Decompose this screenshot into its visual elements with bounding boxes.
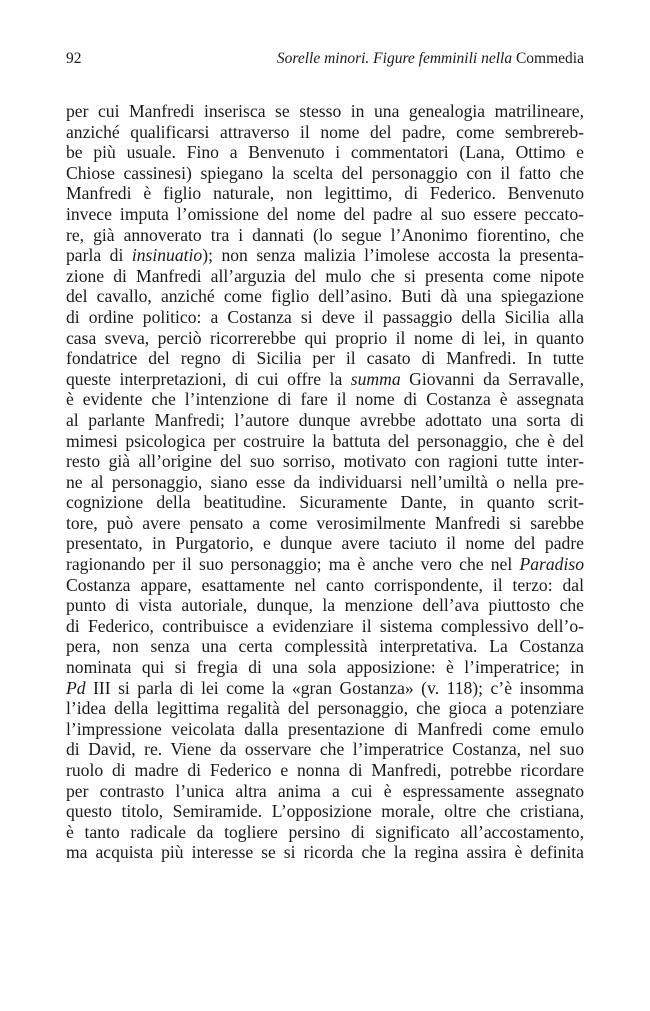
text-run: queste interpretazioni, di cui offre la (66, 368, 351, 389)
text-run: zione di Manfredi all’arguzia del mulo che si presenta come nipote (66, 265, 584, 286)
text-line (66, 472, 584, 493)
text-line (66, 225, 584, 246)
text-run: per contrasto l’unica altra anima a cui è espressamente assegnato (66, 780, 584, 801)
text-line (66, 554, 584, 575)
text-line (66, 822, 584, 843)
text-line (66, 122, 584, 143)
text-line (66, 307, 584, 328)
text-line (66, 451, 584, 472)
text-run: ruolo di madre di Federico e nonna di Manfredi, potrebbe ricordare (66, 760, 584, 780)
text-line (66, 204, 584, 225)
text-line (66, 781, 584, 802)
text-run: resto già all’origine del suo sorriso, motivato con ragioni tutte inter- (66, 451, 584, 472)
text-run: be più usuale. Fino a Benvenuto i commentatori (Lana, Ottimo e (66, 142, 584, 163)
text-run: tore, può avere pensato a come verosimilmente Manfredi si sarebbe (66, 512, 584, 533)
running-title-roman: Commedia (515, 50, 584, 67)
text-run: ragionando per il suo personaggio; ma è anche vero che nel (66, 554, 520, 575)
text-run: presentato, in Purgatorio, e dunque avere taciuto il nome del padre (66, 533, 584, 554)
text-run: Manfredi è figlio naturale, non legittimo, di Federico. Benvenuto (66, 183, 584, 204)
text-line (66, 183, 584, 204)
text-run: ); non senza malizia l’imolese accosta la presenta- (202, 245, 584, 266)
text-line (66, 328, 584, 349)
body-text (66, 101, 584, 863)
text-line (66, 739, 584, 760)
running-title-italic: Sorelle minori. Figure femminili nella (276, 50, 516, 67)
text-run: di ordine politico: a Costanza si deve il passaggio della Sicilia alla (66, 306, 584, 327)
text-line (66, 142, 584, 163)
italic-text: Pd (66, 677, 86, 698)
text-run: mimesi psicologica per costruire la battuta del personaggio, che è del (66, 430, 584, 451)
text-line (66, 410, 584, 431)
text-line (66, 616, 584, 637)
text-run: di David, re. Viene da osservare che l’imperatrice Costanza, nel suo (66, 739, 584, 760)
text-run: ne al personaggio, siano esse da individuarsi nell’umiltà o nella pre- (66, 471, 584, 492)
text-line (66, 101, 584, 122)
text-line (66, 348, 584, 369)
text-line (66, 595, 584, 616)
text-run: l’idea della legittima regalità del personaggio, che gioca a potenziare (66, 698, 584, 719)
page-number: 92 (66, 50, 82, 67)
text-run: per cui Manfredi inserisca se stesso in una genealogia matrilineare, (66, 101, 584, 121)
text-run: ma acquista più interesse se si ricorda che la regina assira è definita (66, 842, 584, 863)
running-head (66, 49, 584, 69)
text-line (66, 801, 584, 822)
text-line (66, 245, 584, 266)
text-run: pera, non senza una certa complessità interpretativa. La Costanza (66, 636, 584, 657)
italic-text: Paradiso (519, 554, 584, 575)
running-title (277, 49, 584, 69)
text-line (66, 575, 584, 596)
text-run: Costanza appare, esattamente nel canto corrispondente, il terzo: dal (66, 574, 584, 595)
text-run: di Federico, contribuisce a evidenziare il sistema complessivo dell’o- (66, 615, 584, 636)
italic-text: summa (350, 368, 401, 389)
text-run: questo titolo, Semiramide. L’opposizione morale, oltre che cristiana, (66, 801, 584, 822)
text-line (66, 431, 584, 452)
text-run: parla di (66, 245, 132, 266)
text-run: punto di vista autoriale, dunque, la menzione dell’ava piuttosto che (66, 595, 584, 616)
text-run: invece imputa l’omissione del nome del padre al suo essere peccato- (66, 203, 584, 224)
text-run: nominata qui si fregia di una sola apposizione: è l’imperatrice; in (66, 657, 584, 678)
text-run: è tanto radicale da togliere persino di significato all’accostamento, (66, 821, 584, 842)
text-line (66, 389, 584, 410)
text-line (66, 369, 584, 390)
text-line (66, 286, 584, 307)
text-line (66, 163, 584, 184)
text-run: Chiose cassinesi) spiegano la scelta del personaggio con il fatto che (66, 162, 584, 183)
text-line (66, 513, 584, 534)
text-line (66, 719, 584, 740)
text-line (66, 636, 584, 657)
page (66, 49, 584, 863)
text-line (66, 698, 584, 719)
text-run: anziché qualificarsi attraverso il nome del padre, come sembrereb- (66, 121, 584, 142)
text-run: al parlante Manfredi; l’autore dunque avrebbe adottato una sorta di (66, 409, 584, 430)
italic-text: insinuatio (131, 245, 203, 266)
text-run: del cavallo, anziché come figlio dell’asino. Buti dà una spiegazione (66, 286, 584, 307)
text-run: casa sveva, perciò ricorrerebbe qui proprio il nome di lei, in quanto (66, 327, 584, 348)
text-line (66, 492, 584, 513)
text-run: fondatrice del regno di Sicilia per il casato di Manfredi. In tutte (66, 348, 584, 369)
text-run: cognizione della beatitudine. Sicuramente Dante, in quanto scrit- (66, 492, 584, 513)
text-line (66, 760, 584, 781)
text-run: è evidente che l’intenzione di fare il nome di Costanza è assegnata (66, 389, 584, 410)
text-run: re, già annoverato tra i dannati (lo segue l’Anonimo fiorentino, che (66, 224, 584, 245)
text-line (66, 533, 584, 554)
text-line (66, 678, 584, 699)
text-run: l’impressione veicolata dalla presentazione di Manfredi come emulo (66, 718, 584, 739)
text-run: Giovanni da Serravalle, (400, 368, 584, 389)
text-line (66, 842, 584, 863)
text-line (66, 266, 584, 287)
text-line (66, 657, 584, 678)
text-run: III si parla di lei come la «gran Gostanza» (v. 118); c’è insomma (85, 677, 584, 698)
